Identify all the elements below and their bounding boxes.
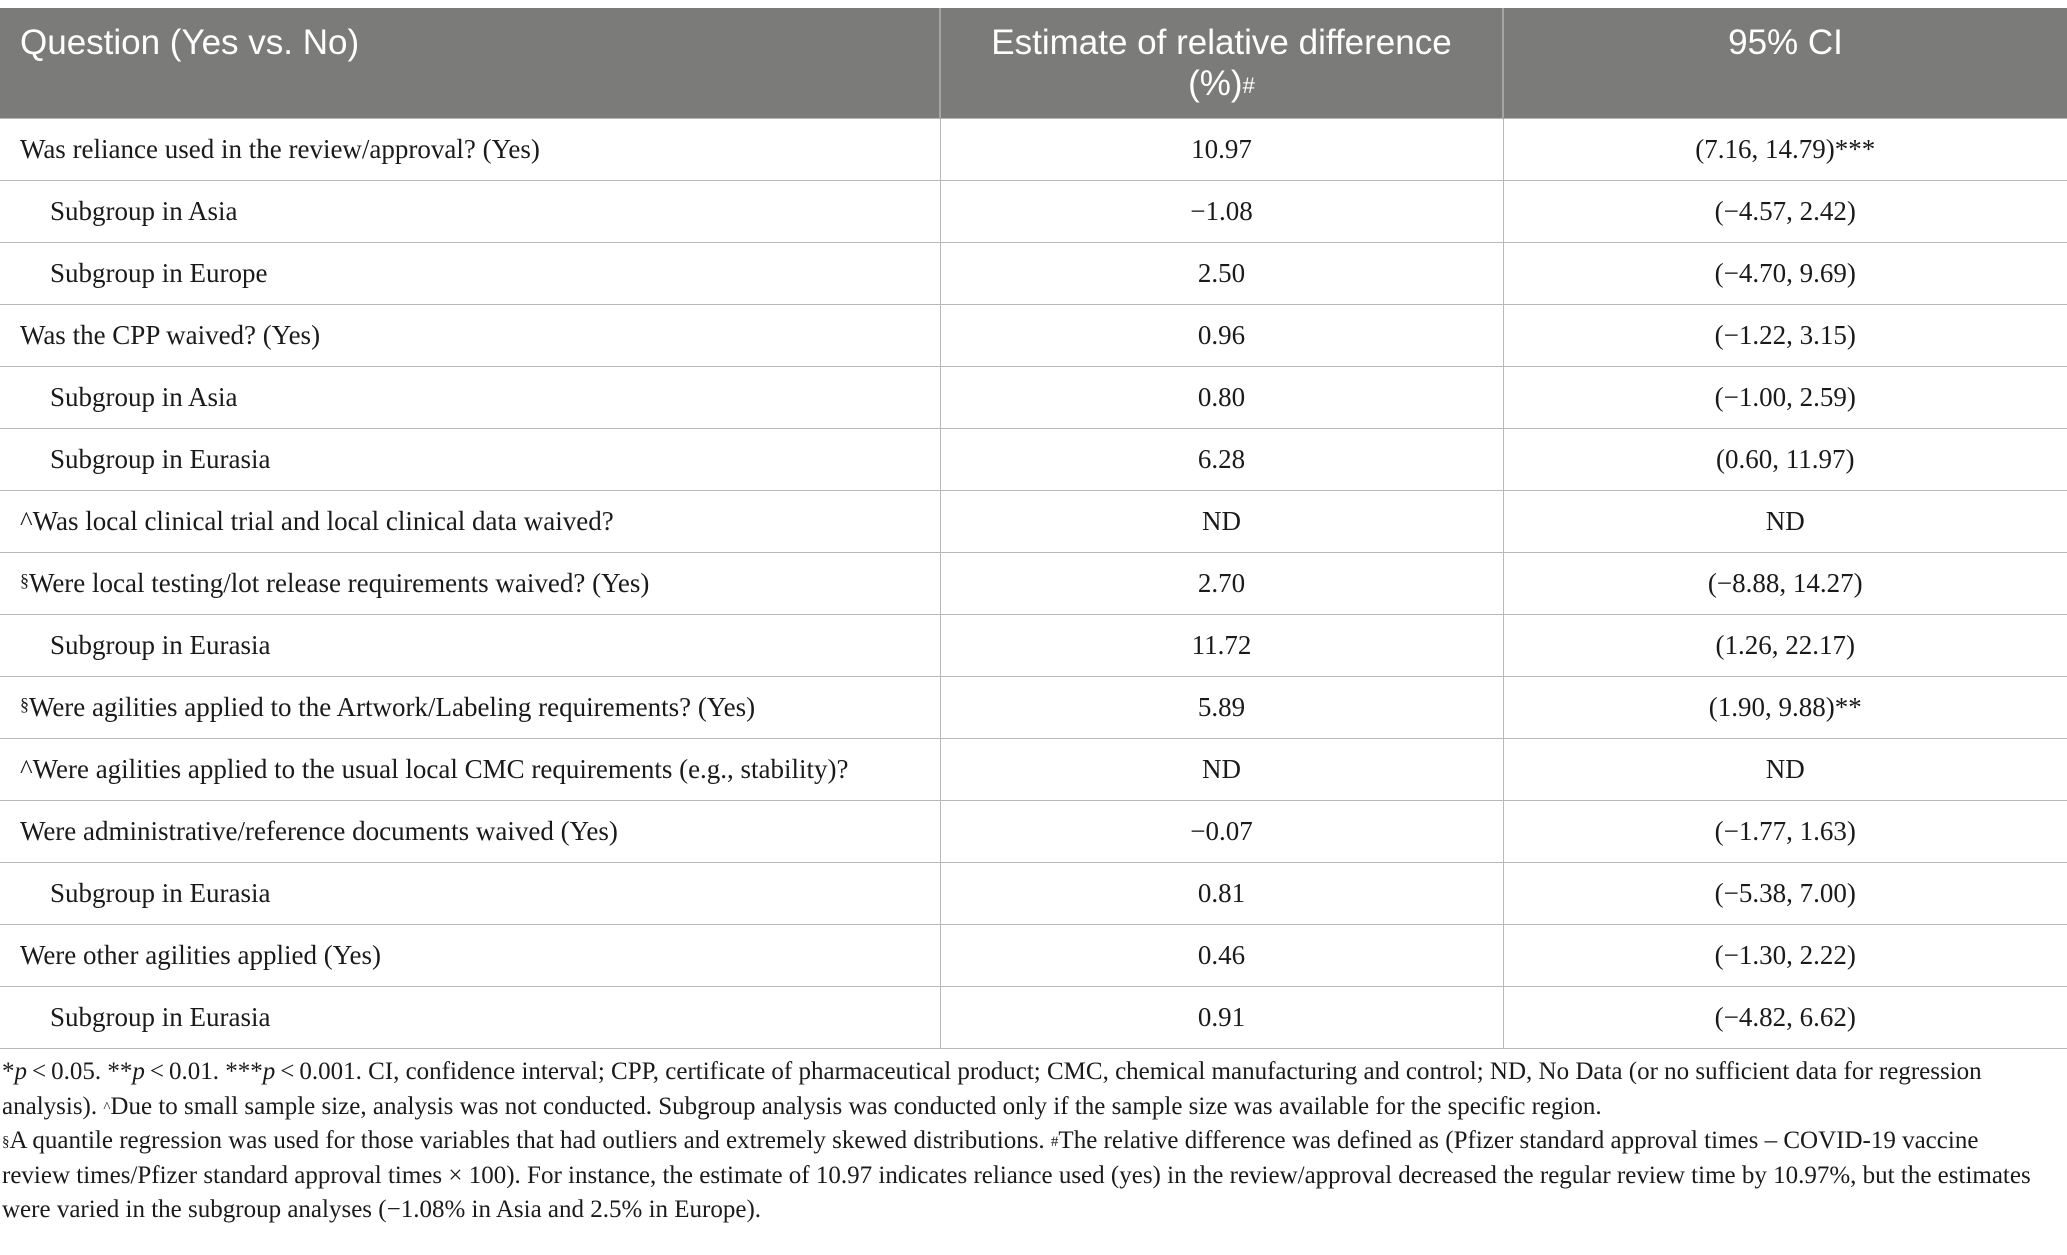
- table-row: [0, 304, 2067, 366]
- estimate-cell: 10.97: [940, 118, 1503, 180]
- question-text: Subgroup in Eurasia: [50, 877, 271, 908]
- estimate-cell: 0.91: [940, 986, 1503, 1048]
- subgroup-label-cell: [0, 180, 940, 242]
- table-header-row: [0, 8, 2067, 118]
- subgroup-label-cell: [0, 366, 940, 428]
- question-cell: [0, 304, 940, 366]
- ci-cell: (−8.88, 14.27): [1503, 552, 2067, 614]
- table-footnotes: [2, 1055, 2052, 1228]
- table-row: [0, 552, 2067, 614]
- results-table-container: [0, 8, 2067, 1049]
- question-text: Were local testing/lot release requirements waived? (Yes): [29, 567, 650, 598]
- ci-cell: (1.90, 9.88)**: [1503, 676, 2067, 738]
- ci-cell: (−1.00, 2.59): [1503, 366, 2067, 428]
- ci-cell: (−1.22, 3.15): [1503, 304, 2067, 366]
- table-row: [0, 614, 2067, 676]
- question-cell: [0, 490, 940, 552]
- question-text: Were administrative/reference documents waived (Yes): [20, 815, 618, 846]
- ci-cell: (0.60, 11.97): [1503, 428, 2067, 490]
- question-cell: [0, 552, 940, 614]
- table-row: [0, 180, 2067, 242]
- question-text: Subgroup in Asia: [50, 381, 238, 412]
- table-row: [0, 242, 2067, 304]
- ci-cell: (1.26, 22.17): [1503, 614, 2067, 676]
- ci-cell: ND: [1503, 490, 2067, 552]
- question-cell: [0, 800, 940, 862]
- results-table: [0, 8, 2067, 1049]
- ci-cell: (7.16, 14.79)***: [1503, 118, 2067, 180]
- section-mark: §: [20, 693, 29, 714]
- estimate-cell: 6.28: [940, 428, 1503, 490]
- estimate-cell: 5.89: [940, 676, 1503, 738]
- ci-cell: ND: [1503, 738, 2067, 800]
- column-header-estimate: Estimate of relative difference (%)#: [940, 8, 1503, 118]
- estimate-cell: 2.50: [940, 242, 1503, 304]
- table-body: [0, 118, 2067, 1048]
- question-text: ^Was local clinical trial and local clinical data waived?: [20, 505, 614, 536]
- table-row: [0, 428, 2067, 490]
- section-mark: §: [20, 569, 29, 590]
- ci-cell: (−4.70, 9.69): [1503, 242, 2067, 304]
- table-row: [0, 118, 2067, 180]
- table-row: [0, 800, 2067, 862]
- estimate-cell: 11.72: [940, 614, 1503, 676]
- question-cell: [0, 676, 940, 738]
- question-cell: [0, 118, 940, 180]
- question-text: Was the CPP waived? (Yes): [20, 319, 321, 350]
- question-text: Was reliance used in the review/approval? (Yes): [20, 133, 540, 164]
- question-text: Were other agilities applied (Yes): [20, 939, 381, 970]
- ci-cell: (−5.38, 7.00): [1503, 862, 2067, 924]
- table-row: [0, 490, 2067, 552]
- estimate-cell: −0.07: [940, 800, 1503, 862]
- estimate-cell: 0.80: [940, 366, 1503, 428]
- subgroup-label-cell: [0, 242, 940, 304]
- estimate-cell: ND: [940, 490, 1503, 552]
- question-cell: [0, 924, 940, 986]
- estimate-cell: 0.81: [940, 862, 1503, 924]
- question-text: Subgroup in Eurasia: [50, 443, 271, 474]
- table-row: [0, 986, 2067, 1048]
- table-row: [0, 676, 2067, 738]
- table-row: [0, 366, 2067, 428]
- ci-cell: (−1.30, 2.22): [1503, 924, 2067, 986]
- subgroup-label-cell: [0, 862, 940, 924]
- ci-cell: (−1.77, 1.63): [1503, 800, 2067, 862]
- column-header-question: Question (Yes vs. No): [0, 8, 940, 118]
- estimate-cell: ND: [940, 738, 1503, 800]
- question-text: Were agilities applied to the Artwork/Labeling requirements? (Yes): [29, 691, 756, 722]
- estimate-cell: 0.46: [940, 924, 1503, 986]
- question-cell: [0, 738, 940, 800]
- table-row: [0, 862, 2067, 924]
- question-text: Subgroup in Eurasia: [50, 1001, 271, 1032]
- subgroup-label-cell: [0, 428, 940, 490]
- subgroup-label-cell: [0, 986, 940, 1048]
- estimate-cell: 2.70: [940, 552, 1503, 614]
- estimate-cell: −1.08: [940, 180, 1503, 242]
- footnote-paragraph-1: *p < 0.05. **p < 0.01. ***p < 0.001. CI, confidence interval; CPP, certificate of pharmaceutical product; CMC, chemical manufacturing and control; ND, No Data (or no sufficient data for regression analysis). ^Due to small sample size, analysis was not conducted. Subgroup analysis was conducted only if the sample size was available for the specific region.: [2, 1058, 1982, 1120]
- question-text: Subgroup in Asia: [50, 195, 238, 226]
- question-text: Subgroup in Eurasia: [50, 629, 271, 660]
- footnote-paragraph-2: §A quantile regression was used for those variables that had outliers and extremely skewed distributions. #The relative difference was defined as (Pfizer standard approval times – COVID-19 vaccine review times/Pfizer standard approval times × 100). For instance, the estimate of 10.97 indicates reliance used (yes) in the review/approval decreased the regular review time by 10.97%, but the estimates were varied in the subgroup analyses (−1.08% in Asia and 2.5% in Europe).: [2, 1127, 2031, 1223]
- question-text: ^Were agilities applied to the usual local CMC requirements (e.g., stability)?: [20, 753, 849, 784]
- table-row: [0, 924, 2067, 986]
- ci-cell: (−4.57, 2.42): [1503, 180, 2067, 242]
- table-row: [0, 738, 2067, 800]
- estimate-cell: 0.96: [940, 304, 1503, 366]
- subgroup-label-cell: [0, 614, 940, 676]
- question-text: Subgroup in Europe: [50, 257, 268, 288]
- column-header-ci: 95% CI: [1503, 8, 2067, 118]
- ci-cell: (−4.82, 6.62): [1503, 986, 2067, 1048]
